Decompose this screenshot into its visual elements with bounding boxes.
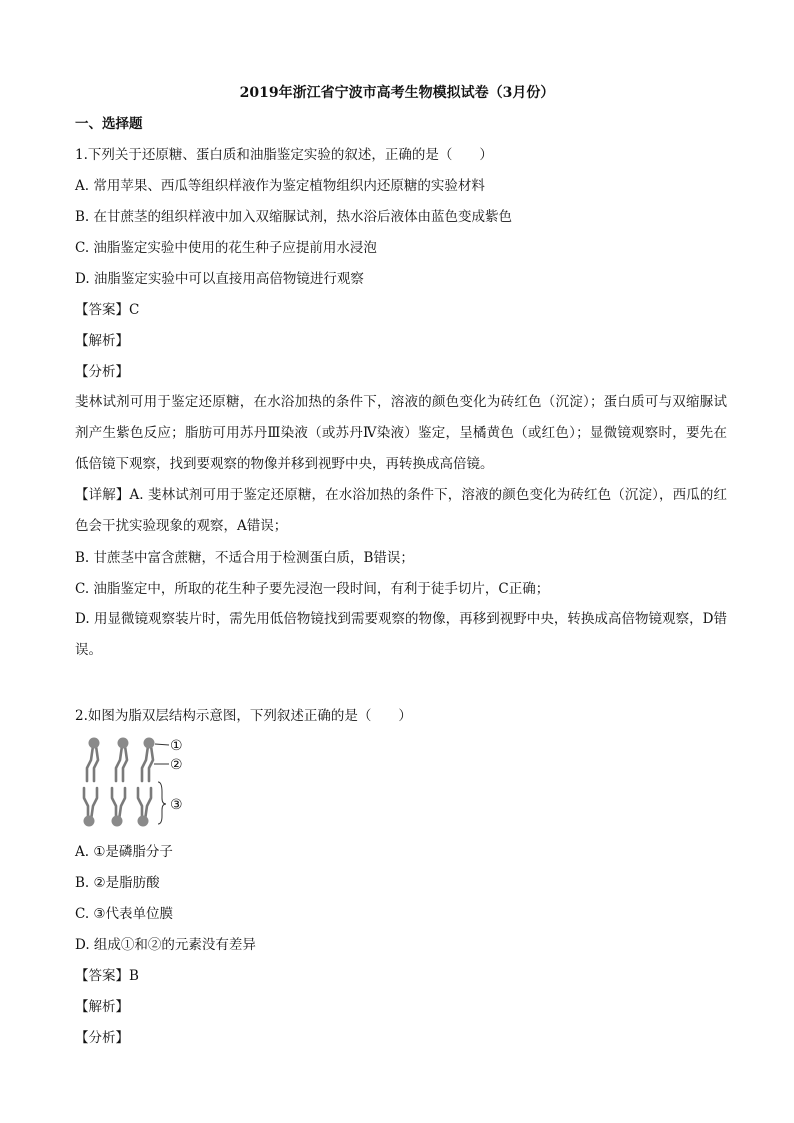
q1-option-c: C. 油脂鉴定实验中使用的花生种子应提前用水浸泡 (75, 240, 377, 256)
q1-analysis: 斐林试剂可用于鉴定还原糖，在水浴加热的条件下，溶液的颜色变化为砖红色（沉淀）；蛋白质可与双缩脲试剂产生紫色反应；脂肪可用苏丹Ⅲ染液（或苏丹Ⅳ染液）鉴定，呈橘黄色（或红色）；显微镜观察时，要先在低倍镜下观察，找到要观察的物像并移到视野中央，再转换成高倍镜。 (75, 394, 727, 472)
q2-jiexi-label: 【解析】 (75, 999, 129, 1015)
q1-detail-b: B. 甘蔗茎中富含蔗糖，不适合用于检测蛋白质，B错误； (75, 550, 414, 566)
q1-detail-c: C. 油脂鉴定中，所取的花生种子要先浸泡一段时间，有利于徒手切片，C正确； (75, 581, 550, 597)
q1-detail-a: 【详解】A. 斐林试剂可用于鉴定还原糖，在水浴加热的条件下，溶液的颜色变化为砖红色（沉淀），西瓜的红色会干扰实验现象的观察，A错误； (75, 487, 727, 534)
q1-fenxi-label: 【分析】 (75, 364, 129, 380)
q1-option-a: A. 常用苹果、西瓜等组织样液作为鉴定植物组织内还原糖的实验材料 (75, 178, 485, 194)
figure-label-1: ① (170, 738, 183, 754)
phospholipid-head-top-3 (144, 738, 155, 749)
phospholipid-head-top-2 (118, 738, 129, 749)
phospholipid-head-top-1 (89, 738, 100, 749)
q2-option-d: D. 组成①和②的元素没有差异 (75, 937, 256, 953)
q1-option-d: D. 油脂鉴定实验中可以直接用高倍物镜进行观察 (75, 271, 364, 287)
phospholipid-head-bottom-2 (112, 816, 123, 827)
q1-jiexi-label: 【解析】 (75, 333, 129, 349)
document-title: 2019年浙江省宁波市高考生物模拟试卷（3月份） (239, 85, 555, 101)
q1-detail-d: D. 用显微镜观察装片时，需先用低倍物镜找到需要观察的物像，再移到视野中央，转换成高倍物镜观察，D错误。 (75, 611, 727, 658)
q1-answer: 【答案】C (75, 302, 140, 318)
lipid-bilayer-diagram (78, 734, 208, 830)
q1-option-b: B. 在甘蔗茎的组织样液中加入双缩脲试剂，热水浴后液体由蓝色变成紫色 (75, 209, 513, 225)
section-heading: 一、选择题 (75, 116, 143, 132)
q2-stem: 2.如图为脂双层结构示意图，下列叙述正确的是（ ） (75, 708, 412, 724)
q2-option-a: A. ①是磷脂分子 (75, 844, 173, 860)
figure-label-3: ③ (170, 797, 183, 813)
q2-answer: 【答案】B (75, 968, 139, 984)
q2-option-c: C. ③代表单位膜 (75, 906, 174, 922)
phospholipid-head-bottom-3 (138, 816, 149, 827)
q2-option-b: B. ②是脂肪酸 (75, 875, 160, 891)
q1-stem: 1.下列关于还原糖、蛋白质和油脂鉴定实验的叙述，正确的是（ ） (75, 147, 493, 163)
lipid-bilayer-figure (78, 734, 208, 830)
q2-fenxi-label: 【分析】 (75, 1030, 129, 1046)
figure-label-2: ② (170, 757, 183, 773)
phospholipid-head-bottom-1 (84, 816, 95, 827)
